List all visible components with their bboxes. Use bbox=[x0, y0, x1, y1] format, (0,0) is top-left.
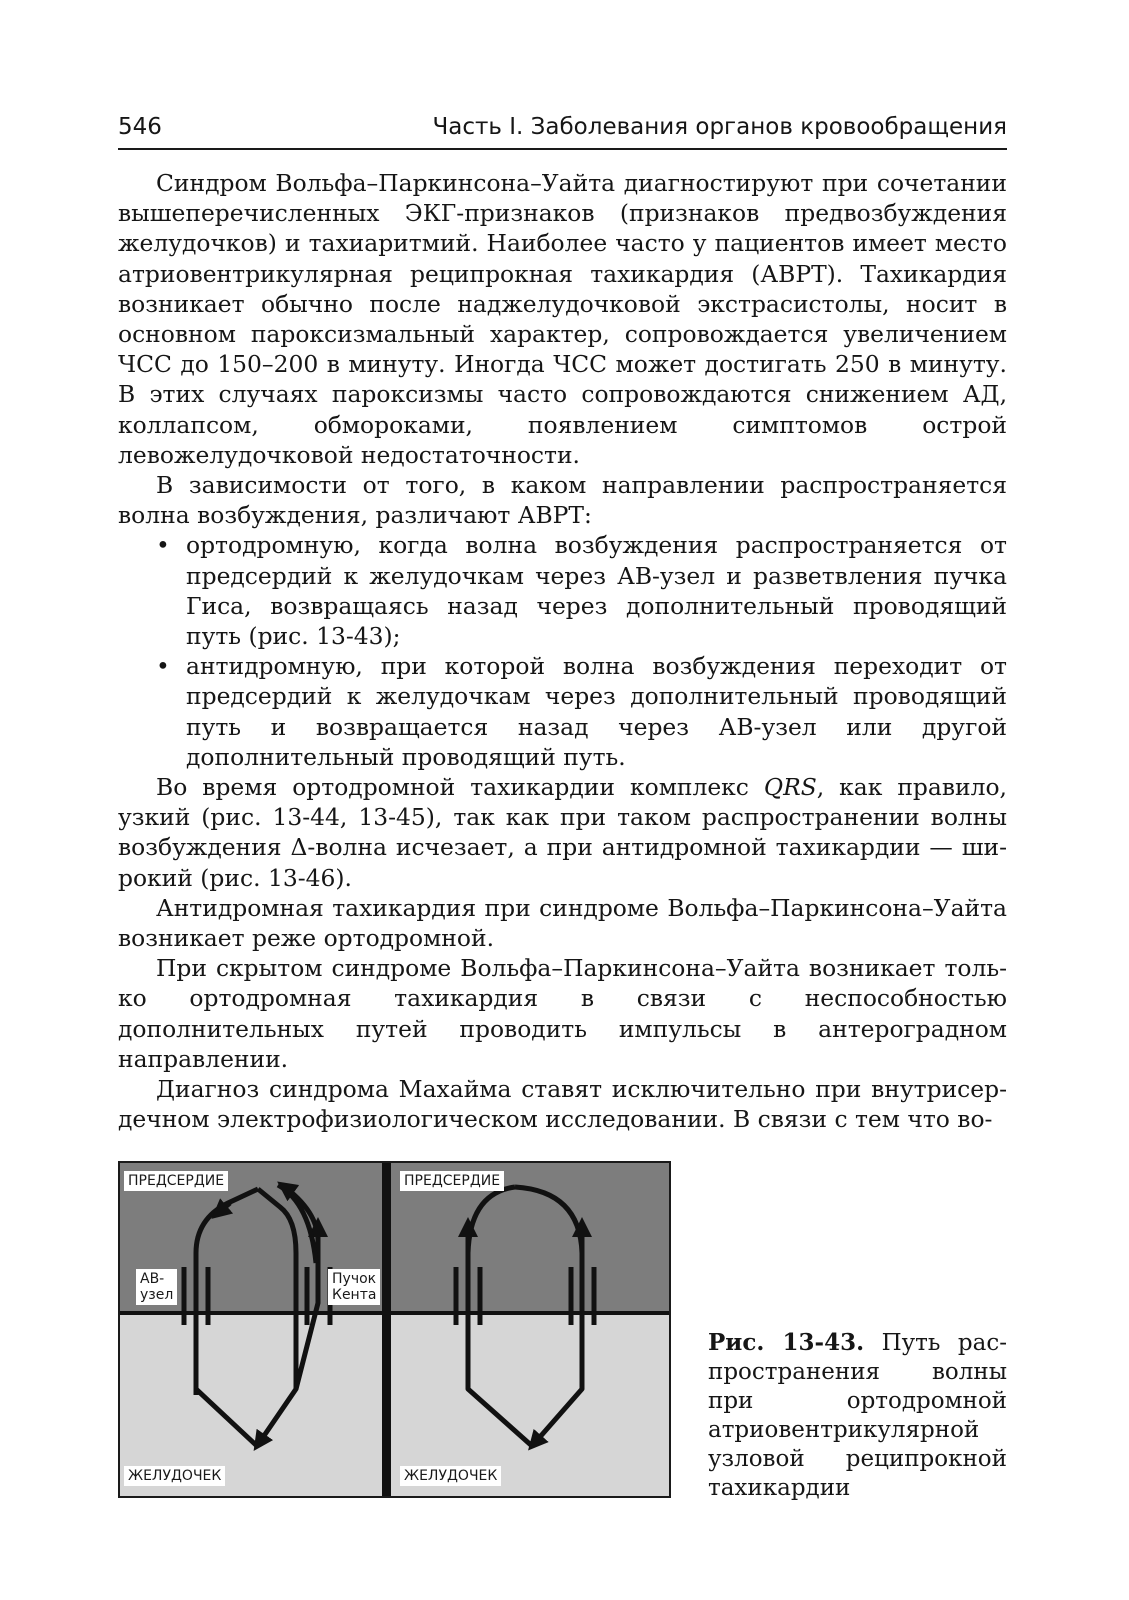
paragraph-6: Диагноз синдрома Махайма ставят исключительно при внутрисердечном электрофизиологическом исследовании. В связи с тем что во- bbox=[118, 1075, 1007, 1134]
page-number: 546 bbox=[118, 114, 162, 140]
paragraph-4: Антидромная тахикардия при синдроме Вольфа–Паркинсона–Уайта возникает реже ортодромной. bbox=[118, 893, 1007, 953]
paragraph-1: Синдром Вольфа–Паркинсона–Уайта диагностируют при сочетании вышеперечисленных ЭКГ-признаков (признаков предвозбуждения желудочков) и тахиаритмий. Наиболее часто у пациентов имеет место атриовентрикулярная реципрокная тахикардия (АВРТ). Тахикардия возникает обычно после наджелудочковой экстрасистолы, носит в основном пароксизмальный характер, сопровождается увеличением ЧСС до 150–200 в минуту. Иногда ЧСС может достигать 250 в минуту. В этих случаях пароксизмы часто сопровождаются снижением АД, коллапсом, обмороками, появлением симптомов острой левожелудочковой недостаточности. bbox=[118, 169, 1007, 469]
ventricle-label-right: ЖЕЛУДОЧЕК bbox=[400, 1466, 501, 1486]
running-header bbox=[118, 110, 1007, 150]
bullet-list bbox=[118, 530, 1007, 772]
conduction-diagram bbox=[120, 1163, 669, 1496]
body-text bbox=[118, 168, 1007, 1135]
paragraph-3-end: , как правило, узкий (рис. 13-44, 13-45), так как при таком распространении волны возбуждения Δ-волна исчезает, а при антидромной тахикардии — широкий (рис. 13-46). bbox=[118, 773, 1007, 892]
qrs-term: QRS bbox=[763, 773, 817, 802]
bullet-icon: • bbox=[156, 652, 170, 681]
atrium-label-right: ПРЕДСЕРДИЕ bbox=[400, 1171, 504, 1191]
caption-label: Рис. 13-43. bbox=[708, 1329, 865, 1356]
paragraph-2: В зависимости от того, в каком направлении распространяется волна возбуждения, различают АВРТ: bbox=[118, 471, 1007, 530]
list-item-text: ортодромную, когда волна возбуждения распространяется от предсердий к желудочкам через АВ-узел и разветвления пучка Гиса, возвращаясь назад через дополнительный проводящий путь (рис. 13-43); bbox=[186, 531, 1007, 651]
paragraph-5: При скрытом синдроме Вольфа–Паркинсона–Уайта возникает только ортодромная тахикардия в связи с неспособностью дополнительных путей проводить импульсы в антероградном направлении. bbox=[118, 954, 1007, 1073]
panel-divider bbox=[382, 1163, 391, 1496]
ventricle-label-left: ЖЕЛУДОЧЕК bbox=[124, 1466, 225, 1486]
kent-bundle-label: Пучок Кента bbox=[328, 1269, 380, 1305]
paragraph-3-start: Во время ортодромной тахикардии комплекс bbox=[156, 773, 764, 802]
caption-text: Путь распространения волны при ортодромной атриовентрикулярной узловой реципрокной тахикардии bbox=[708, 1330, 1007, 1501]
atrium-label-left: ПРЕДСЕРДИЕ bbox=[124, 1171, 228, 1191]
figure-caption bbox=[708, 1328, 1007, 1503]
chapter-title: Часть I. Заболевания органов кровообращения bbox=[432, 114, 1007, 140]
list-item bbox=[118, 530, 1007, 651]
paragraph-3 bbox=[118, 772, 1007, 893]
list-item-text: антидромную, при которой волна возбуждения переходит от предсердий к желудочкам через дополнительный проводящий путь и возвращается назад через АВ-узел или другой дополнительный проводящий путь. bbox=[186, 652, 1007, 771]
av-node-label: АВ- узел bbox=[136, 1269, 177, 1305]
bullet-icon: • bbox=[156, 531, 170, 560]
figure-13-43 bbox=[118, 1161, 671, 1498]
list-item bbox=[118, 651, 1007, 772]
